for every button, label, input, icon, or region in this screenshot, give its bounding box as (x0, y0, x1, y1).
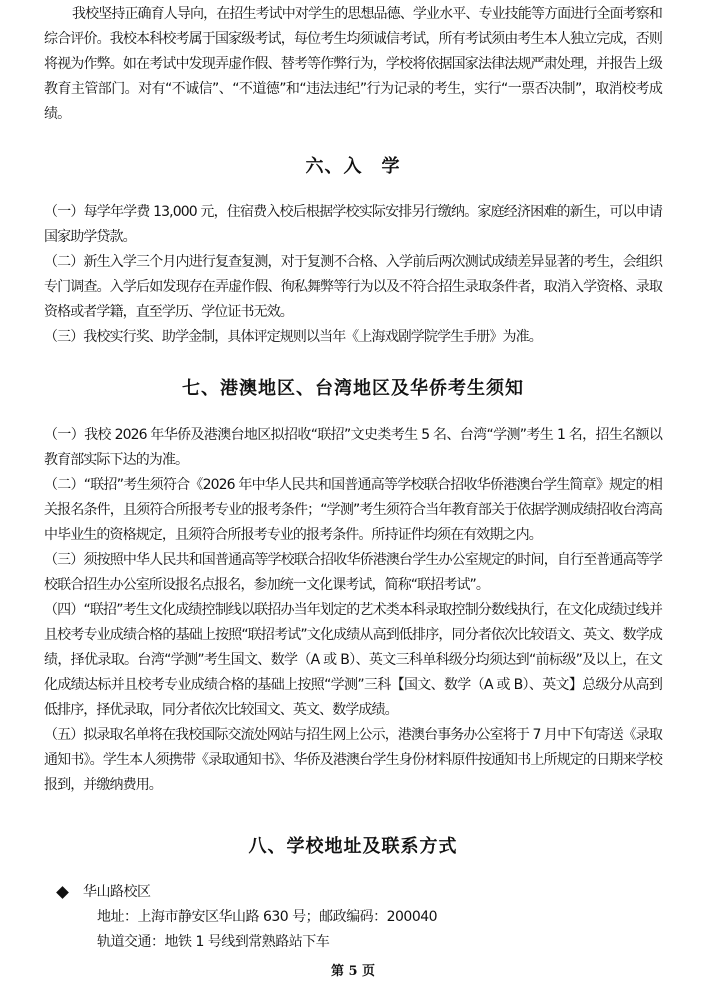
section-6-heading: 六、入 学 (305, 156, 401, 177)
section-7-item-4: （四）“联招”考生文化成绩控制线以联招办当年划定的艺术类本科录取控制分数线执行，在文化成绩过线并且校考专业成绩合格的基础上按照“联招考试”文化成绩从高到低排序，同分者依次比较语文、英文、数学成绩，择优录取。台湾“学测”考生国文、数学（A 或 B）、英文三科单科级分均须达到“前标级”及以上，在文化成绩达标并且校考专业成绩合格的基础上按照“学测”三科【国文、数学（A 或 B）、英文】总级分从高到低排序，择优录取，同分者依次比较国文、英文、数学成绩。 (44, 602, 662, 718)
section-7-body (44, 423, 662, 798)
section-7-item-3: （三）须按照中华人民共和国普通高等学校联合招收华侨港澳台学生办公室规定的时间，自行至普通高等学校联合招生办公室所设报名点报名，参加统一文化课考试，简称“联招考试”。 (44, 552, 662, 593)
section-7-item-2: （二）“联招”考生须符合《2026 年中华人民共和国普通高等学校联合招收华侨港澳台学生简章》规定的相关报名条件，且须符合所报考专业的报考条件；“学测”考生须符合当年教育部关于依据学测成绩招收台湾高中毕业生的资格规定，且须符合所报考专业的报考条件。所持证件均须在有效期之内。 (44, 477, 662, 543)
campus-address: 地址：上海市静安区华山路 630 号；邮政编码：200040 (97, 909, 438, 925)
section-7-item-1: （一）我校 2026 年华侨及港澳台地区拟招收“联招”文史类考生 5 名、台湾“学测”考生 1 名，招生名额以教育部实际下达的为准。 (44, 427, 662, 468)
intro-paragraph: 我校坚持正确育人导向，在招生考试中对学生的思想品德、学业水平、专业技能等方面进行全面考察和综合评价。我校本科校考属于国家级考试，每位考生均须诚信考试，所有考试须由考生本人独立完成，否则将视为作弊。如在考试中发现弄虚作假、替考等作弊行为，学校将依据国家法律法规严肃处理，并报告上级教育主管部门。对有“不诚信”、“不道德”和“违法违纪”行为记录的考生，实行“一票否决制”，取消校考成绩。 (44, 6, 662, 122)
campus-transit: 轨道交通：地铁 1 号线到常熟路站下车 (97, 934, 330, 950)
campus-name: 华山路校区 (83, 884, 151, 900)
section-7-heading: 七、港澳地区、台湾地区及华侨考生须知 (182, 378, 524, 399)
diamond-bullet-icon (56, 886, 69, 899)
section-7-item-5: （五）拟录取名单将在我校国际交流处网站与招生网上公示，港澳台事务办公室将于 7 月中下旬寄送《录取通知书》。学生本人须携带《录取通知书》、华侨及港澳台学生身份材料原件按通知书上所规定的日期来学校报到，并缴纳费用。 (44, 727, 662, 793)
section-8-heading: 八、学校地址及联系方式 (248, 836, 458, 857)
section-6-item-2: （二）新生入学三个月内进行复查复测，对于复测不合格、入学前后两次测试成绩差异显著的考生，会组织专门调查。入学后如发现存在弄虚作假、徇私舞弊等行为以及不符合招生录取条件者，取消入学资格、录取资格或者学籍，直至学历、学位证书无效。 (44, 254, 662, 320)
page-number: 第 5 页 (330, 964, 376, 979)
section-6-body (44, 200, 662, 350)
campus-info (56, 880, 656, 955)
section-6-item-3: （三）我校实行奖、助学金制，具体评定规则以当年《上海戏剧学院学生手册》为准。 (44, 329, 542, 345)
campus-name-row (56, 880, 656, 905)
section-6-item-1: （一）每学年学费 13,000 元，住宿费入校后根据学校实际安排另行缴纳。家庭经济困难的新生，可以申请国家助学贷款。 (44, 204, 662, 245)
